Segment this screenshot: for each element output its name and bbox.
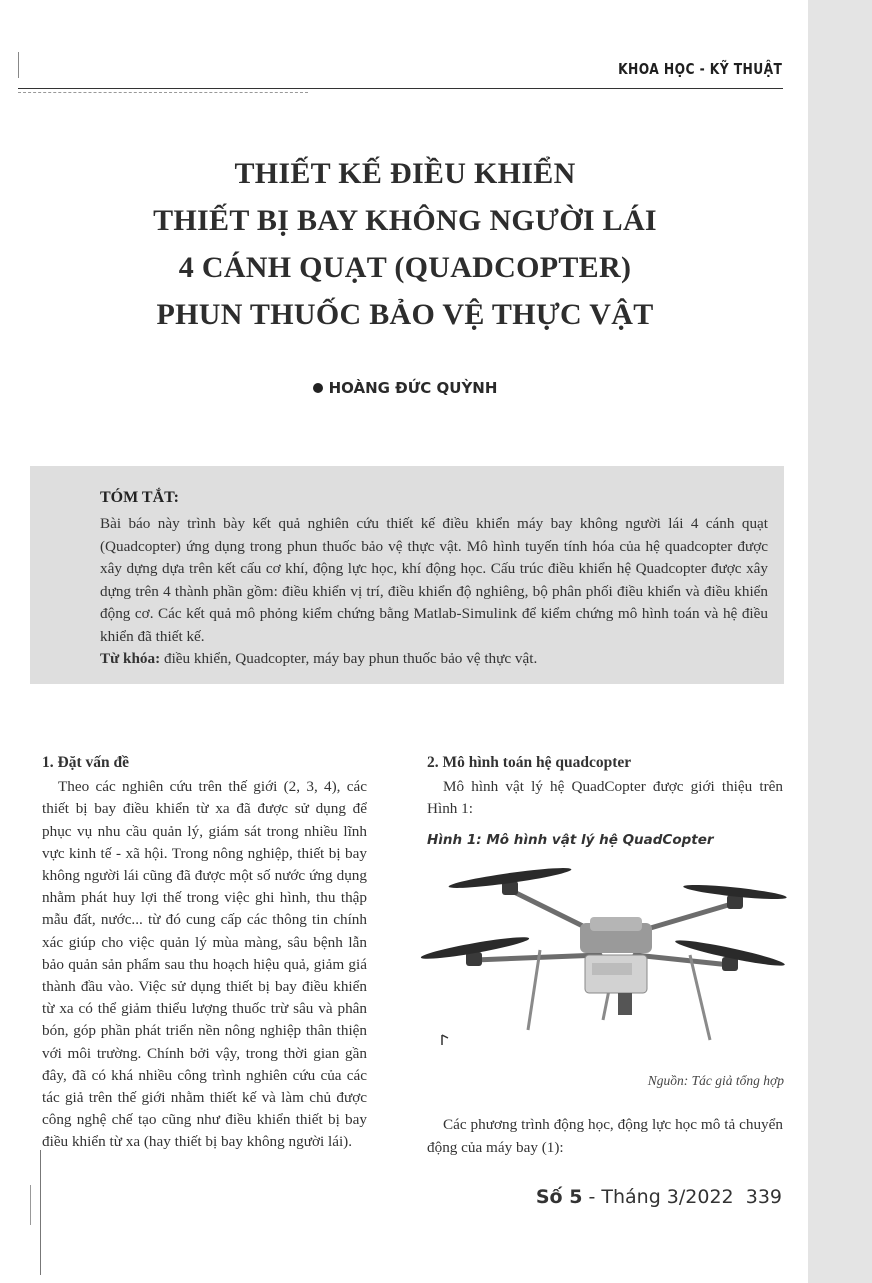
abstract-text xyxy=(100,513,768,671)
page-footer xyxy=(536,1186,782,1208)
section-heading: 1. Đặt vấn đề xyxy=(42,754,129,771)
author-line xyxy=(60,379,750,397)
left-column xyxy=(42,752,367,1154)
margin-mark xyxy=(18,52,19,78)
section-intro: Mô hình vật lý hệ QuadCopter được giới thiệu trên Hình 1: xyxy=(427,778,783,818)
header-dash xyxy=(18,92,308,93)
title-line: 4 CÁNH QUẠT (QUADCOPTER) xyxy=(178,251,632,284)
article-title xyxy=(60,150,750,338)
right-column xyxy=(427,752,783,851)
section-heading: 2. Mô hình toán hệ quadcopter xyxy=(427,754,632,771)
keywords-value: điều khiển, Quadcopter, máy bay phun thuốc bảo vệ thực vật. xyxy=(160,650,538,667)
header-rule xyxy=(18,88,783,89)
margin-mark xyxy=(30,1185,31,1225)
bullet-icon xyxy=(313,383,323,393)
title-line: PHUN THUỐC BẢO VỆ THỰC VẬT xyxy=(156,298,654,331)
keywords xyxy=(100,648,768,671)
author-name: HOÀNG ĐỨC QUỲNH xyxy=(328,379,498,397)
title-line: THIẾT KẾ ĐIỀU KHIỂN xyxy=(234,157,576,190)
section-tag: KHOA HỌC - KỸ THUẬT xyxy=(617,60,782,78)
equations-intro-text: Các phương trình động học, động lực học mô tả chuyển động của máy bay (1): xyxy=(427,1116,783,1156)
issue-number: Số 5 xyxy=(535,1186,583,1208)
keywords-label: Từ khóa: xyxy=(100,650,161,667)
issue-month: Tháng 3/2022 xyxy=(601,1186,734,1208)
abstract-heading: TÓM TẮT: xyxy=(100,489,179,506)
page-edge-strip xyxy=(808,0,872,1283)
section-body: Theo các nghiên cứu trên thế giới (2, 3, 4), các thiết bị bay điều khiển từ xa đã được sử dụng để phục vụ nhu cầu quản lý, giám sát trong nhiều lĩnh vực kinh tế - xã hội. Trong nông nghiệp, thiết bị bay không người lái cũng đã được một số nước ứng dụng nhằm phát huy lợi thế trong việc ghi hình, thu thập mẫu đất, nước... từ đó cung cấp các thông tin chính xác giúp cho việc quản lý mùa màng, sâu bệnh lẫn bảo quản sản phẩm sau thu hoạch hiệu quả, giảm giá thành đầu vào. Việc sử dụng thiết bị bay điều khiển từ xa có thể giảm thiểu lượng thuốc trừ sâu và phân bón, góp phần phát triển nền nông nghiệp thân thiện với môi trường. Chính bởi vậy, trong thời gian gần đây, đã có khá nhiều công trình nghiên cứu của các tác giả trên thế giới nhằm thiết kế và làm chủ được công nghệ chế tạo cũng như điều khiển thiết bị bay điều khiển từ xa (hay thiết bị bay không người lái). xyxy=(42,778,367,1151)
page-number: 339 xyxy=(745,1186,782,1208)
abstract-body: Bài báo này trình bày kết quả nghiên cứu thiết kế điều khiển máy bay không người lái 4 cánh quạt (Quadcopter) ứng dụng trong phun thuốc bảo vệ thực vật. Mô hình tuyến tính hóa của hệ quadcopter được xây dựng dựa trên kết cấu cơ khí, động lực học, khí động học. Cấu trúc điều khiển hệ Quadcopter được xây dựng trên 4 thành phần gồm: điều khiển vị trí, điều khiển độ nghiêng, bộ phân phối điều khiển và điều khiển động cơ. Các kết quả mô phỏng kiểm chứng bằng Matlab-Simulink để kiểm chứng mô hình toán và hệ điều khiển đã thiết kế. xyxy=(100,515,768,645)
figure-source: Nguồn: Tác giả tổng hợp xyxy=(647,1073,784,1088)
footer-separator: - xyxy=(582,1186,602,1208)
title-line: THIẾT BỊ BAY KHÔNG NGƯỜI LÁI xyxy=(153,204,657,237)
figure-caption: Hình 1: Mô hình vật lý hệ QuadCopter xyxy=(427,831,714,848)
quadcopter-figure xyxy=(420,855,790,1060)
equations-intro xyxy=(427,1114,783,1159)
margin-mark xyxy=(40,1150,41,1275)
